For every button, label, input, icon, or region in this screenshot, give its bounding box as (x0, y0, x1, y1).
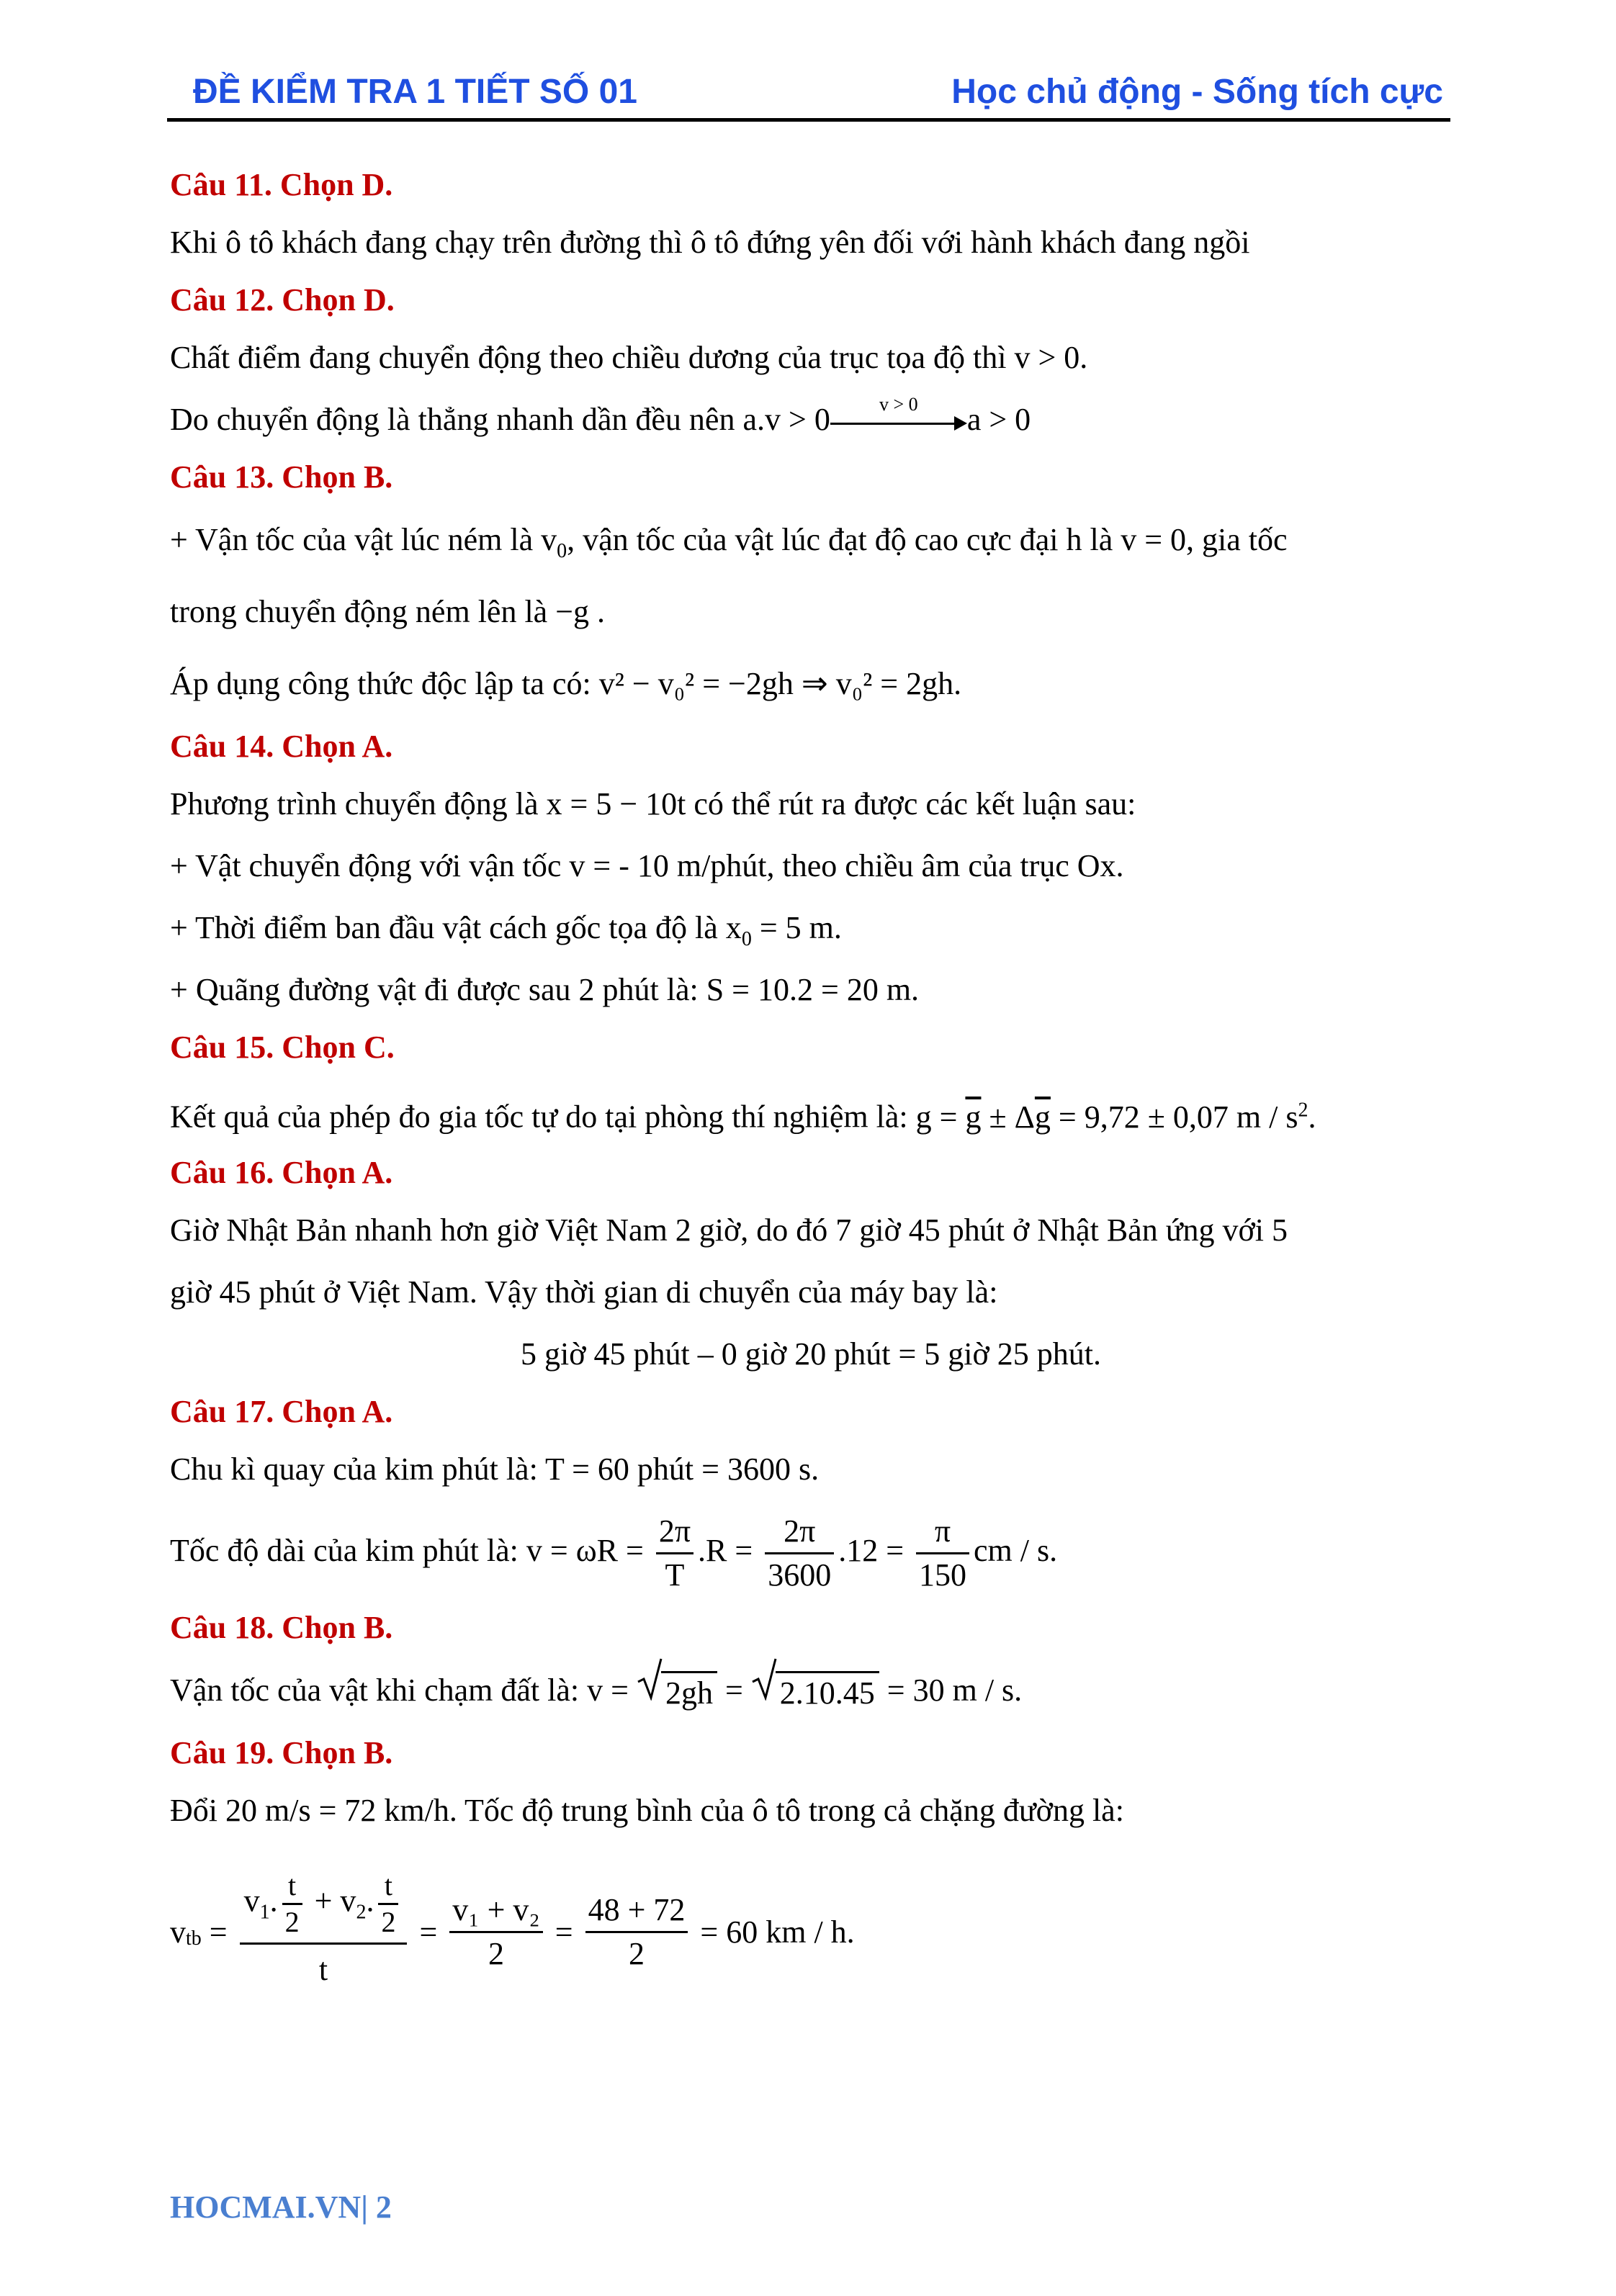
q19-f3-den: 2 (629, 1935, 645, 1971)
q19-f3-num: 48 + 72 (585, 1889, 688, 1933)
q14-title: Câu 14. Chọn A. (170, 729, 393, 764)
q17-f1-den: T (665, 1557, 685, 1593)
q11-line1: Khi ô tô khách đang chạy trên đường thì ô tô đứng yên đối với hành khách đang ngồi (170, 225, 1250, 260)
q12-line2 (170, 389, 1452, 451)
q14-line3-b: = 5 m. (751, 910, 842, 945)
q15-end: . (1308, 1099, 1316, 1135)
q15-gbar2: $\overline{g}$ (1034, 1099, 1051, 1135)
q13-line2 (170, 576, 1452, 648)
q15-value: = 9,72 ± 0,07 m / s (1050, 1099, 1298, 1135)
q14-line1 (170, 773, 1452, 835)
q14-line1-a: Phương trình chuyển động là (170, 786, 547, 821)
q18-r1: 2gh (661, 1671, 717, 1714)
q12-line1: Chất điểm đang chuyển động theo chiều dương của trục tọa độ thì v > 0. (170, 340, 1088, 375)
q12-title: Câu 12. Chọn D. (170, 282, 395, 318)
q17-m2: .R = (698, 1533, 761, 1568)
q19-f2-num: v₁ + v₂ (449, 1889, 543, 1933)
q18-line1-text: Vận tốc của vật khi chạm đất là: (170, 1673, 588, 1708)
header-divider (167, 118, 1450, 122)
q12-math-a: a.v > 0 (742, 402, 830, 437)
q16-line1: Giờ Nhật Bản nhanh hơn giờ Việt Nam 2 giờ, do đó 7 giờ 45 phút ở Nhật Bản ứng với 5 (170, 1212, 1288, 1248)
q12-line2-text: Do chuyển động là thẳng nhanh dần đều nên (170, 402, 743, 437)
q19-eq3: = (547, 1914, 581, 1950)
q14-line2: + Vật chuyển động với vận tốc v = - 10 m/phút, theo chiều âm của trục Ox. (170, 848, 1124, 883)
q17-frac1 (656, 1511, 693, 1596)
q19-big-den: t (318, 1952, 328, 1987)
q19-small-t1: t (282, 1868, 302, 1905)
q17-title: Câu 17. Chọn A. (170, 1394, 393, 1429)
q12-math-b: a > 0 (966, 402, 1031, 437)
q17-f3-num: π (916, 1511, 969, 1554)
q17-f3-den: 150 (919, 1557, 967, 1593)
q19-vtb-sub: tb (186, 1927, 202, 1950)
q16-title: Câu 16. Chọn A. (170, 1155, 393, 1190)
q19-big-frac (240, 1868, 408, 1995)
arrow-label: v > 0 (879, 393, 918, 415)
q19-small-2b: 2 (381, 1906, 396, 1938)
q13-line2-a: trong chuyển động ném lên là (170, 594, 556, 629)
q13-line1-a: + Vận tốc của vật lúc ném là (170, 522, 542, 557)
q19-f2-den: 2 (488, 1935, 505, 1971)
q17-m4: cm / s. (974, 1533, 1058, 1568)
q18-r2: 2.10.45 (776, 1671, 879, 1714)
q13-v0-sub: 0 (557, 539, 567, 562)
q17-line1: Chu kì quay của kim phút là: T = 60 phút = 3600 s. (170, 1451, 820, 1487)
q19-v1-sub: 1 (259, 1901, 270, 1924)
q13-line2-math: −g (555, 594, 590, 629)
q17-line2 (170, 1500, 1452, 1601)
q15-line1-text: Kết quả của phép đo gia tốc tự do tại phòng thí nghiệm là: (170, 1099, 916, 1135)
q18-title: Câu 18. Chọn B. (170, 1610, 393, 1645)
q14-line1-b: có thể rút ra được các kết luận sau: (686, 786, 1136, 821)
q11-title: Câu 11. Chọn D. (170, 167, 393, 202)
q13-title: Câu 13. Chọn B. (170, 459, 393, 495)
q19-eq1: = (201, 1914, 235, 1950)
q14-line1-math: x = 5 − 10t (546, 786, 686, 821)
sqrt-sign (637, 1657, 717, 1729)
q19-frac2 (449, 1889, 543, 1975)
q17-f1-num: 2π (656, 1511, 693, 1554)
q19-v2-sub: 2 (356, 1901, 367, 1924)
q13-v0: v (541, 522, 557, 557)
q19-small-frac1 (282, 1868, 302, 1940)
q17-m1: v = ωR = (526, 1533, 652, 1568)
footer-page-number: HOCMAI.VN| 2 (170, 2189, 392, 2225)
q16-line3: 5 giờ 45 phút – 0 giờ 20 phút = 5 giờ 25 phút. (521, 1336, 1101, 1372)
q17-m3: .12 = (838, 1533, 912, 1568)
q19-v1: v (243, 1883, 260, 1919)
q15-line1 (170, 1074, 1452, 1146)
q17-f2-num: 2π (765, 1511, 834, 1554)
q14-line3 (170, 897, 1452, 959)
sqrt-sign (751, 1657, 879, 1729)
q13-line2-b: . (589, 594, 606, 629)
q19-title: Câu 19. Chọn B. (170, 1735, 393, 1770)
q13-line3-math: v² − v₀² = −2gh ⇒ v₀² = 2gh. (598, 666, 962, 701)
implies-arrow (830, 393, 967, 437)
header-title: ĐỀ KIỂM TRA 1 TIẾT SỐ 01 (193, 73, 637, 111)
q19-dot1: . (269, 1883, 278, 1919)
q17-line2-text: Tốc độ dài của kim phút là: (170, 1533, 526, 1568)
q19-small-t2: t (378, 1868, 398, 1905)
q14-line4: + Quãng đường vật đi được sau 2 phút là: S = 10.2 = 20 m. (170, 972, 920, 1007)
q19-small-frac2 (378, 1868, 398, 1940)
q13-line1-b: , vận tốc của vật lúc đạt độ cao cực đại h là v = 0, gia tốc (567, 522, 1288, 557)
q19-big-num (240, 1868, 408, 1945)
q17-frac3 (916, 1511, 969, 1596)
q19-plus-v2: + v (306, 1883, 356, 1919)
q15-sup: 2 (1298, 1099, 1308, 1121)
header-slogan: Học chủ động - Sống tích cực (951, 73, 1443, 111)
q18-line1 (170, 1655, 1452, 1726)
q15-gbar: $\overline{g}$ (965, 1099, 982, 1135)
q19-vtb: v (170, 1914, 186, 1950)
q19-result: = 60 km / h. (692, 1914, 855, 1950)
q17-f2-den: 3600 (768, 1557, 832, 1593)
q16-line2: giờ 45 phút ở Việt Nam. Vậy thời gian di chuyển của máy bay là: (170, 1274, 998, 1310)
q13-line3-text: Áp dụng công thức độc lập ta có: (170, 666, 599, 701)
q15-pm-delta: ± Δ (981, 1099, 1035, 1135)
q13-line3 (170, 648, 1452, 720)
q18-m2: = (717, 1673, 751, 1708)
q18-m1: v = (587, 1673, 637, 1708)
q19-small-2a: 2 (284, 1906, 300, 1938)
page-content (170, 158, 1452, 2022)
q13-line1 (170, 504, 1452, 576)
q15-g: g = (915, 1099, 966, 1135)
q14-line3-sub: 0 (741, 927, 752, 950)
q19-line1: Đổi 20 m/s = 72 km/h. Tốc độ trung bình của ô tô trong cả chặng đường là: (170, 1793, 1124, 1828)
q17-frac2 (765, 1511, 834, 1596)
q18-m3: = 30 m / s. (879, 1673, 1023, 1708)
q15-title: Câu 15. Chọn C. (170, 1030, 395, 1065)
q19-dot2: . (366, 1883, 374, 1919)
q19-frac3 (585, 1889, 688, 1975)
q19-equation (170, 1842, 1452, 2022)
q15-formula (916, 1099, 1316, 1135)
q19-eq2: = (411, 1914, 446, 1950)
q14-line3-a: + Thời điểm ban đầu vật cách gốc tọa độ là x (170, 910, 742, 945)
